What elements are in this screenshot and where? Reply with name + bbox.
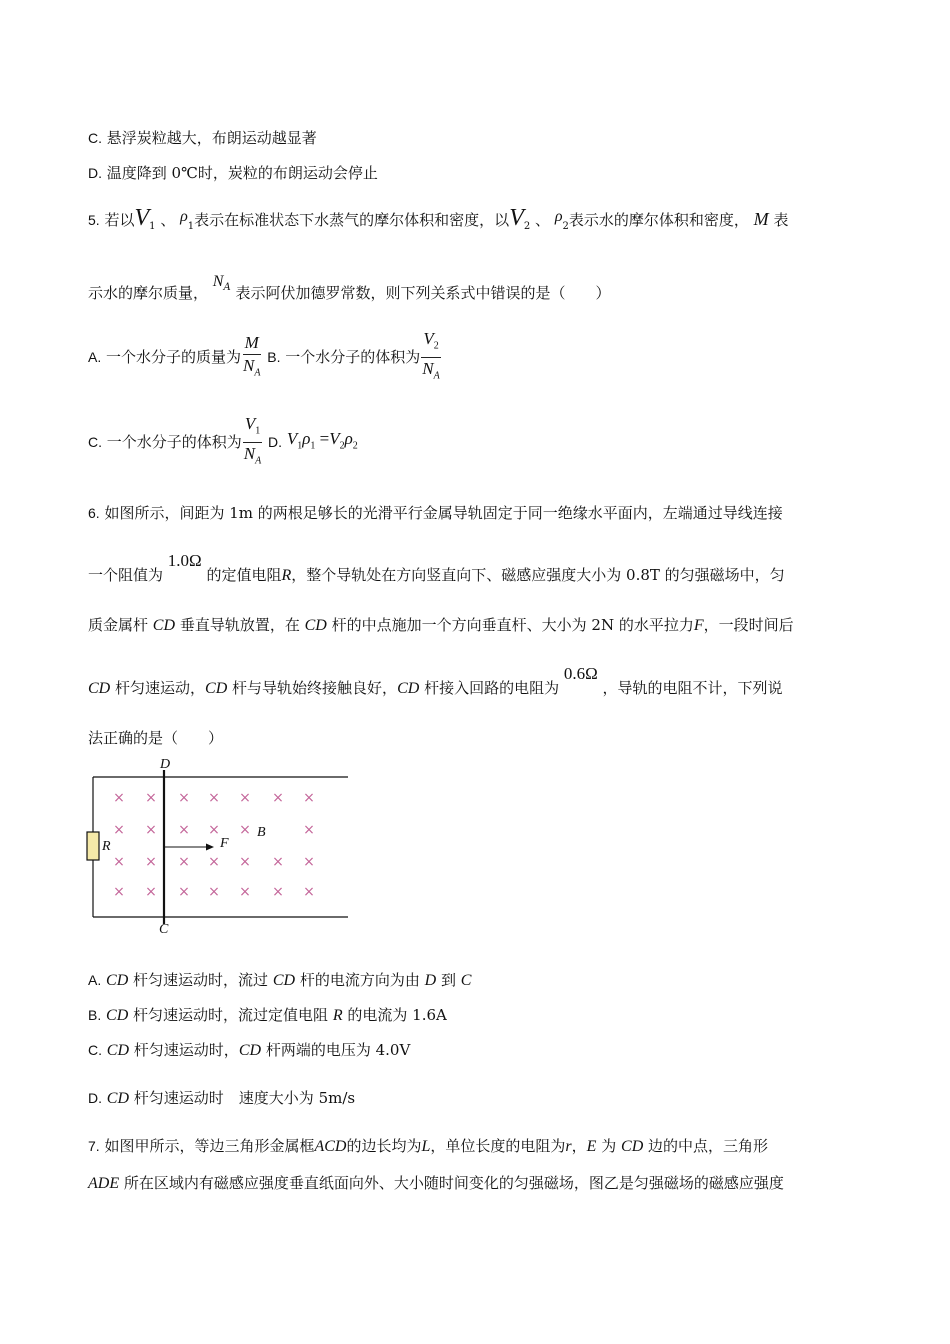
symbol-r: R [332, 1007, 343, 1024]
question-number: 5. [88, 212, 100, 228]
stem-text: 表示阿伏加德罗常数，则下列关系式中错误的是（ ） [235, 284, 611, 302]
field-cross-mark: × [113, 884, 125, 900]
symbol: ρ [302, 429, 311, 449]
option-text: 到 [440, 971, 456, 989]
field-cross-mark: × [303, 790, 315, 806]
field-cross-mark: × [113, 822, 125, 838]
symbol-d: D [424, 972, 437, 989]
symbol-ade: ADE [88, 1175, 120, 1192]
field-cross-mark: × [239, 822, 251, 838]
question-number: 7. [88, 1138, 100, 1154]
option-label: D. [268, 433, 283, 450]
symbol: V [329, 429, 340, 449]
symbol-cd: CD [272, 972, 296, 989]
stem-text: 如图所示，间距为 1m 的两根足够长的光滑平行金属导轨固定于同一绝缘水平面内，左端通过导线连接 [104, 504, 783, 522]
q6-stem-line4 [88, 664, 783, 699]
stem-text: 表 [773, 211, 789, 229]
stem-text: 若以 [104, 211, 135, 229]
option-text: 悬浮炭粒越大，布朗运动越显著 [106, 129, 317, 147]
option-text: 杆的电流方向为由 [299, 971, 420, 989]
stem-text: ，一段时间后 [703, 616, 794, 634]
option-text: 杆匀速运动时 速度大小为 5m/s [133, 1089, 356, 1107]
subscript: A [433, 370, 440, 382]
symbol-cd: CD [106, 1007, 129, 1024]
field-cross-mark: × [178, 884, 190, 900]
stem-text: 法正确的是（ ） [88, 729, 224, 747]
field-cross-mark: × [208, 822, 220, 838]
equation-v1rho1-equals-v2rho2 [286, 429, 358, 452]
field-cross-mark: × [303, 822, 315, 838]
option-label: A. [88, 972, 102, 988]
symbol-c: C [460, 972, 472, 989]
stem-text: 边的中点，三角形 [648, 1137, 769, 1155]
symbol-cd: CD [88, 680, 111, 697]
stem-text: ， [571, 1137, 587, 1155]
numerator: V [423, 329, 434, 348]
symbol-cd: CD [106, 972, 129, 989]
field-cross-mark: × [145, 884, 157, 900]
subscript: 2 [523, 221, 531, 232]
stem-text: 如图甲所示，等边三角形金属框 [104, 1137, 315, 1155]
fraction-m-over-na [241, 332, 262, 384]
symbol-f: F [693, 617, 704, 634]
symbol-m: M [753, 209, 769, 229]
subscript: A [254, 367, 261, 379]
option-text: 一个水分子的质量为 [106, 347, 242, 366]
stem-text: 示水的摩尔质量， [88, 284, 209, 302]
subscript: 2 [339, 440, 345, 452]
symbol-na: N [212, 273, 224, 290]
subscript: 1 [187, 221, 195, 232]
label-d: D [160, 757, 171, 772]
field-cross-mark: × [272, 854, 284, 870]
option-text: 一个水分子的体积为 [106, 432, 242, 451]
stem-text: 的定值电阻 [206, 566, 282, 584]
stem-text: 质金属杆 [88, 616, 149, 634]
symbol-cd: CD [152, 617, 176, 634]
option-text: 杆匀速运动时， [133, 1041, 239, 1059]
symbol-e: E [586, 1138, 597, 1155]
field-cross-mark: × [239, 790, 251, 806]
fraction-v1-over-na [242, 413, 263, 473]
symbol-v2: V [509, 205, 524, 231]
symbol: ρ [344, 429, 353, 449]
stem-text: ，导轨的电阻不计，下列说 [602, 679, 783, 697]
q6-option-d [88, 1088, 355, 1109]
option-label: B. [88, 1007, 102, 1023]
q5-options-ab [88, 328, 442, 388]
option-label: C. [88, 433, 102, 450]
field-cross-mark: × [272, 790, 284, 806]
q7-stem-line2 [88, 1173, 784, 1194]
q5-stem-line2 [88, 273, 611, 310]
stem-text: 表示水的摩尔体积和密度， [568, 211, 749, 229]
subscript: 1 [255, 425, 261, 437]
q6-option-a [88, 970, 471, 991]
field-cross-mark: × [272, 884, 284, 900]
symbol-rho1: ρ [180, 208, 188, 225]
denominator: N [243, 355, 255, 375]
symbol-cd: CD [621, 1138, 644, 1155]
magnetic-field-crosses [113, 790, 315, 900]
subscript: 1 [149, 221, 156, 232]
denominator: N [422, 359, 434, 379]
resistance-value: 0.6Ω [563, 664, 598, 683]
option-label: C. [88, 130, 102, 146]
field-cross-mark: × [208, 884, 220, 900]
field-cross-mark: × [113, 854, 125, 870]
field-cross-mark: × [145, 790, 157, 806]
field-cross-mark: × [208, 854, 220, 870]
stem-text: 一个阻值为 [88, 566, 164, 584]
stem-text: 杆接入回路的电阻为 [424, 679, 560, 697]
equals-sign: = [319, 429, 330, 449]
q5-stem-line1 [88, 205, 789, 237]
stem-text: 杆与导轨始终接触良好， [232, 679, 398, 697]
denominator: N [243, 444, 256, 464]
option-label: A. [88, 348, 102, 365]
symbol: V [286, 429, 298, 449]
symbol-r: R [281, 567, 292, 584]
option-text: 杆两端的电压为 4.0V [265, 1041, 411, 1059]
subscript: 2 [562, 221, 569, 232]
subscript: 2 [352, 440, 358, 452]
stem-text: 垂直导轨放置，在 [179, 616, 300, 634]
numerator: V [244, 414, 256, 433]
symbol-cd: CD [106, 1042, 130, 1059]
q4-option-d [88, 163, 378, 183]
symbol-cd: CD [205, 680, 228, 697]
option-label: C. [88, 1042, 102, 1058]
subscript: A [255, 455, 262, 467]
field-cross-mark: × [239, 884, 251, 900]
stem-text: 为 [601, 1137, 617, 1155]
symbol-rho2: ρ [554, 208, 563, 225]
symbol-acd: ACD [314, 1138, 347, 1155]
stem-text: 所在区域内有磁感应强度垂直纸面向外、大小随时间变化的匀强磁场，图乙是匀强磁场的磁感应强度 [123, 1174, 784, 1192]
option-label: D. [88, 1090, 102, 1106]
option-text: 杆匀速运动时，流过定值电阻 [133, 1006, 329, 1024]
label-b: B [257, 825, 266, 840]
stem-text: ，整个导轨处在方向竖直向下、磁感应强度大小为 0.8T 的匀强磁场中，匀 [291, 566, 785, 584]
q5-options-cd [88, 413, 358, 473]
stem-text: ，单位长度的电阻为 [430, 1137, 566, 1155]
q7-stem-line1 [88, 1136, 768, 1157]
separator: 、 [160, 211, 176, 229]
symbol-cd: CD [106, 1090, 130, 1107]
option-text: 杆匀速运动时，流过 [133, 971, 269, 989]
field-cross-mark: × [145, 854, 157, 870]
field-cross-mark: × [113, 790, 125, 806]
field-cross-mark: × [303, 884, 315, 900]
option-label: B. [267, 348, 281, 365]
label-f: F [220, 836, 229, 851]
option-label: D. [88, 165, 102, 181]
symbol-v1: V [134, 205, 150, 231]
field-cross-mark: × [178, 854, 190, 870]
symbol-cd: CD [397, 680, 420, 697]
resistance-value: 1.0Ω [167, 551, 202, 570]
question-number: 6. [88, 505, 100, 521]
field-cross-mark: × [178, 822, 190, 838]
symbol-r: r [565, 1138, 572, 1155]
force-arrowhead [206, 844, 214, 851]
resistor [87, 832, 99, 860]
option-text: 一个水分子的体积为 [285, 347, 421, 366]
field-cross-mark: × [239, 854, 251, 870]
stem-text: 杆匀速运动， [115, 679, 206, 697]
subscript: 1 [297, 440, 303, 452]
symbol-cd: CD [238, 1042, 262, 1059]
q6-stem-line2 [88, 551, 785, 586]
symbol-cd: CD [304, 617, 327, 634]
stem-text: 杆的中点施加一个方向垂直杆、大小为 2N 的水平拉力 [331, 616, 694, 634]
field-cross-mark: × [303, 854, 315, 870]
subscript: A [223, 282, 231, 293]
q4-option-c [88, 128, 317, 148]
field-cross-mark: × [178, 790, 190, 806]
q6-option-b [88, 1005, 447, 1026]
symbol-l: L [421, 1138, 431, 1155]
stem-text: 的边长均为 [346, 1137, 422, 1155]
field-cross-mark: × [145, 822, 157, 838]
q6-stem-line5 [88, 728, 223, 748]
field-cross-mark: × [208, 790, 220, 806]
separator: 、 [535, 211, 551, 229]
q6-stem-line3 [88, 615, 794, 636]
subscript: 2 [433, 340, 439, 352]
q6-circuit-figure [80, 752, 360, 940]
stem-text: 表示在标准状态下水蒸气的摩尔体积和密度，以 [194, 211, 510, 229]
fraction-v2-over-na [420, 328, 441, 388]
option-text: 温度降到 0℃时，炭粒的布朗运动会停止 [106, 164, 378, 182]
label-r: R [102, 839, 111, 854]
subscript: 1 [310, 440, 316, 452]
q6-stem-line1 [88, 503, 783, 523]
option-text: 的电流为 1.6A [347, 1006, 447, 1024]
numerator: M [243, 332, 261, 355]
label-c: C [159, 922, 169, 937]
q6-option-c [88, 1040, 410, 1061]
